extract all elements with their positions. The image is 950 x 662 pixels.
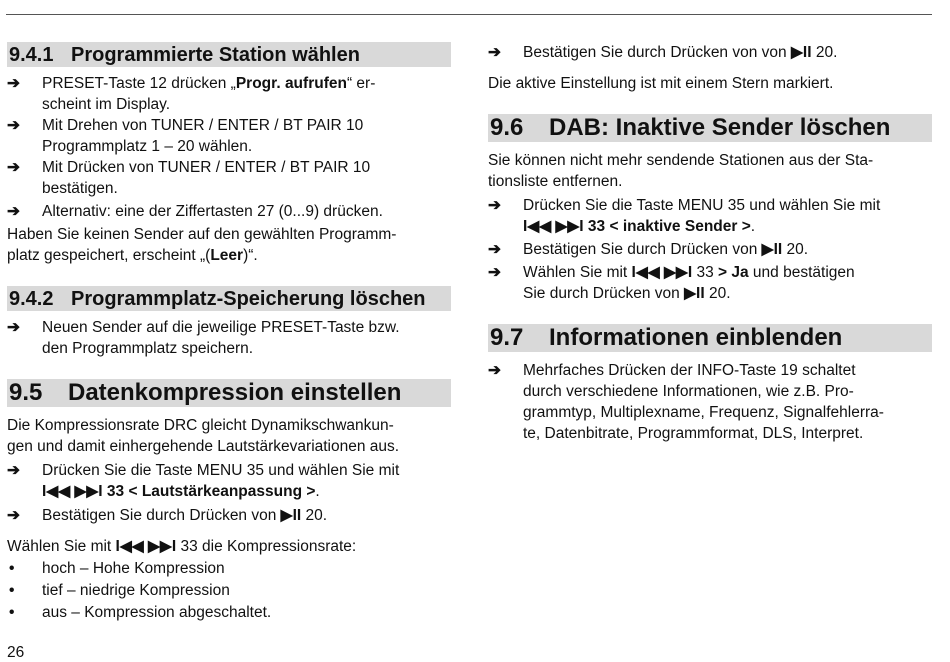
- paragraph: Haben Sie keinen Sender auf den gewählten Programm- platz gespeichert, erscheint „(Leer)“.: [7, 226, 397, 264]
- left-column: [7, 42, 451, 623]
- right-column: [488, 42, 932, 444]
- arrow-icon: ➔: [7, 159, 20, 176]
- section-heading-9-7: 9.7 Informationen einblenden: [488, 324, 932, 352]
- instruction-item: ➔ Mit Drehen von TUNER / ENTER / BT PAIR 10 Programmplatz 1 – 20 wählen.: [7, 117, 364, 155]
- paragraph: Sie können nicht mehr sendende Stationen aus der Sta- tionsliste entfernen.: [488, 152, 874, 190]
- instruction-item: ➔ Wählen Sie mit I◀◀ ▶▶I 33 > Ja und bestätigen Sie durch Drücken von ▶II 20.: [488, 264, 855, 302]
- play-pause-icon: ▶II: [684, 285, 705, 302]
- section-heading-9-5: 9.5 Datenkompression einstellen: [7, 379, 451, 407]
- arrow-icon: ➔: [7, 75, 20, 92]
- skip-icons: I◀◀ ▶▶I: [115, 538, 177, 555]
- instruction-item: ➔ Bestätigen Sie durch Drücken von von ▶II 20.: [488, 44, 838, 61]
- section-heading-9-4-1: 9.4.1 Programmierte Station wählen: [7, 42, 451, 67]
- header-rule: [6, 14, 932, 15]
- list-item: • hoch – Hohe Kompression: [9, 560, 225, 577]
- paragraph: Wählen Sie mit I◀◀ ▶▶I 33 die Kompressionsrate:: [7, 538, 357, 555]
- instruction-item: ➔ Mehrfaches Drücken der INFO-Taste 19 schaltet durch verschiedene Informationen, wie z.B. Pro- grammtyp, Multiplexname, Frequenz, Signalfehlerra- te, Datenbitrate, Programmformat, DLS, Interpret.: [488, 362, 884, 442]
- instruction-item: ➔ Alternativ: eine der Ziffertasten 27 (0...9) drücken.: [7, 203, 383, 220]
- arrow-icon: ➔: [7, 117, 20, 134]
- bullet-icon: •: [9, 582, 15, 599]
- instruction-item: ➔ Drücken Sie die Taste MENU 35 und wählen Sie mit I◀◀ ▶▶I 33 < inaktive Sender >.: [488, 197, 881, 235]
- instruction-item: ➔ Neuen Sender auf die jeweilige PRESET-Taste bzw. den Programmplatz speichern.: [7, 319, 400, 357]
- section-heading-9-6: 9.6 DAB: Inaktive Sender löschen: [488, 114, 932, 142]
- instruction-item: ➔ Drücken Sie die Taste MENU 35 und wählen Sie mit I◀◀ ▶▶I 33 < Lautstärkeanpassung >.: [7, 462, 400, 500]
- play-pause-icon: ▶II: [790, 44, 812, 61]
- arrow-icon: ➔: [488, 264, 501, 281]
- arrow-icon: ➔: [488, 197, 501, 214]
- instruction-item: ➔ PRESET-Taste 12 drücken „Progr. aufrufen“ er- scheint im Display.: [7, 75, 376, 113]
- page-number: 26: [7, 644, 25, 661]
- list-item: • aus – Kompression abgeschaltet.: [9, 604, 272, 621]
- list-item: • tief – niedrige Kompression: [9, 582, 230, 599]
- arrow-icon: ➔: [7, 319, 20, 336]
- instruction-item: ➔ Mit Drücken von TUNER / ENTER / BT PAIR 10 bestätigen.: [7, 159, 371, 197]
- paragraph: Die aktive Einstellung ist mit einem Stern markiert.: [488, 75, 834, 92]
- arrow-icon: ➔: [488, 44, 501, 61]
- play-pause-icon: ▶II: [280, 507, 302, 524]
- paragraph: Die Kompressionsrate DRC gleicht Dynamikschwankun- gen und damit einhergehende Lautstärkevariationen aus.: [7, 417, 400, 455]
- arrow-icon: ➔: [488, 362, 501, 379]
- instruction-item: ➔ Bestätigen Sie durch Drücken von ▶II 20.: [488, 241, 809, 258]
- instruction-item: ➔ Bestätigen Sie durch Drücken von ▶II 20.: [7, 507, 328, 524]
- play-pause-icon: ▶II: [761, 241, 783, 258]
- bullet-icon: •: [9, 604, 15, 621]
- arrow-icon: ➔: [488, 241, 501, 258]
- arrow-icon: ➔: [7, 507, 20, 524]
- bullet-icon: •: [9, 560, 15, 577]
- arrow-icon: ➔: [7, 462, 20, 479]
- section-heading-9-4-2: 9.4.2 Programmplatz-Speicherung löschen: [7, 286, 451, 311]
- skip-icons: I◀◀ ▶▶I: [631, 264, 693, 281]
- arrow-icon: ➔: [7, 203, 20, 220]
